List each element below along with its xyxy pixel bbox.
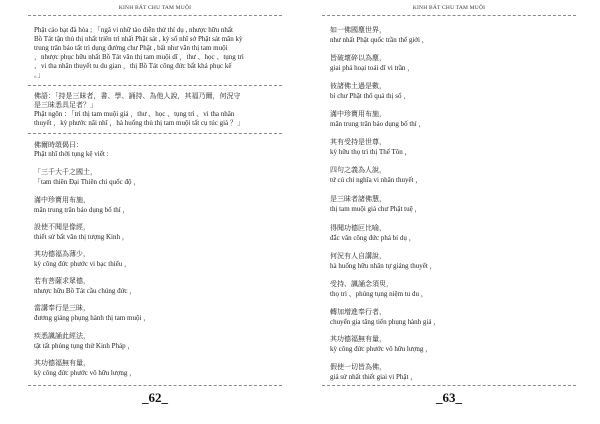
left-page bbox=[28, 0, 282, 424]
verse-chinese: 滿中珍寶用布施， bbox=[34, 196, 90, 204]
verse-vietnamese: thiết sử bất văn thị tượng Kinh ， bbox=[34, 233, 129, 241]
verse-chinese: 疾悉諷誦此經法， bbox=[34, 332, 90, 340]
verse-chinese: 其有受持是世尊， bbox=[330, 138, 386, 146]
page-number: _62_ bbox=[142, 390, 168, 405]
section-separator bbox=[28, 85, 282, 86]
running-header: KINH BÁT CHU TAM MUỘI bbox=[118, 5, 192, 11]
verse-vietnamese: kỳ công đức phước vi bạc thiểu ， bbox=[34, 260, 132, 268]
prose-line: 、vi tha nhân thuyết tu du gian ，thị Bồ Tát công đức bất khả phục kế bbox=[34, 62, 232, 70]
verse-chinese: 轉加增進奉行者， bbox=[330, 308, 386, 316]
verse-vietnamese: tật tất phúng tụng thử Kinh Pháp ， bbox=[34, 342, 135, 350]
verse-vietnamese: thị tam muội giả chư Phật tuệ ， bbox=[330, 205, 422, 213]
verse-vietnamese: hà huống hữu nhân tự giảng thuyết ， bbox=[330, 262, 437, 270]
page-number: _63_ bbox=[436, 390, 462, 405]
section-separator bbox=[28, 133, 282, 134]
verse-vietnamese: thọ trì 、phúng tụng niệm tu du ， bbox=[330, 290, 428, 298]
verse-vietnamese: 「tam thiên Đại Thiên chi quốc độ ， bbox=[34, 178, 141, 186]
prose-line-vietnamese: Phật ngôn ：「trì thị tam muội giả ，thư 、học 、tụng trì 、vi tha nhân bbox=[34, 110, 235, 118]
prose-line: ，nhược phục hữu nhất Bồ Tát văn thị tam muội dĩ ，thư 、học 、tụng trì bbox=[34, 53, 244, 61]
verse-vietnamese: nhược hữu Bồ Tát cầu chúng đức ， bbox=[34, 287, 137, 295]
verse-vietnamese: bỉ chư Phật thổ quá thị số ， bbox=[330, 92, 411, 100]
verse-vietnamese: kỳ công đức phước vô hữu lượng ， bbox=[330, 345, 433, 353]
verse-vietnamese: đương giảng phụng hành thị tam muội ， bbox=[34, 314, 151, 322]
verse-intro-vietnamese: Phật nhĩ thời tụng kệ viết : bbox=[34, 150, 109, 158]
footer-rule bbox=[28, 385, 282, 386]
prose-line: trung trân bảo tất trì dụng đường chư Phật , bất như văn thị tam muội bbox=[34, 44, 228, 52]
verse-chinese: 當講奉行是三昧， bbox=[34, 304, 90, 312]
verse-vietnamese: mãn trung trân bảo dụng bố thí ， bbox=[34, 206, 130, 214]
verse-chinese: 其功德福為薄少， bbox=[34, 250, 90, 258]
prose-line-chinese: 是三昧悉具足者？」 bbox=[34, 101, 97, 109]
header-rule bbox=[28, 15, 282, 16]
verse-vietnamese: chuyển gia tăng tiến phụng hành giả ， bbox=[330, 318, 441, 326]
verse-chinese: 如一佛國塵世界， bbox=[330, 26, 386, 34]
verse-chinese: 受持、諷誦念須臾， bbox=[330, 280, 393, 288]
footer-rule bbox=[322, 385, 576, 386]
verse-chinese: 滿中珍寶用布施， bbox=[330, 110, 386, 118]
verse-vietnamese: mãn trung trân bảo dụng bố thí ， bbox=[330, 120, 426, 128]
verse-chinese: 其功德福無有量， bbox=[330, 335, 386, 343]
verse-chinese: 是三昧者諸佛慧， bbox=[330, 195, 386, 203]
verse-chinese: 若有菩薩求眾德， bbox=[34, 277, 90, 285]
verse-vietnamese: giả sử nhất thiết giai vi Phật ， bbox=[330, 373, 418, 381]
verse-chinese: 假使一切皆為佛， bbox=[330, 363, 386, 371]
verse-chinese: 彼諸佛土過是數， bbox=[330, 82, 386, 90]
verse-chinese: 四句之義為人說， bbox=[330, 166, 386, 174]
verse-intro-chinese: 佛爾時頌偈曰： bbox=[34, 141, 83, 149]
prose-line-chinese: 佛語：「持是三昧者，書、學、誦持、為他人說，其福乃爾，何況守 bbox=[34, 92, 241, 100]
verse-chinese: 其功德福無有量， bbox=[34, 359, 90, 367]
verse-chinese: 「三千大千之國土， bbox=[34, 168, 97, 176]
prose-line: Phật cáo bạt đà hòa ; 「ngã vi nhữ tào diễn thử thí dụ , nhược hữu nhất bbox=[34, 26, 233, 34]
verse-vietnamese: như nhất Phật quốc trần thế giới ， bbox=[330, 36, 429, 44]
header-rule bbox=[322, 15, 576, 16]
verse-vietnamese: giai phá hoại toái dĩ vi trần ， bbox=[330, 64, 415, 72]
right-page bbox=[322, 0, 576, 424]
verse-vietnamese: kỳ công đức phước vô hữu lượng ， bbox=[34, 369, 137, 377]
verse-chinese: 何況有人自講說， bbox=[330, 252, 386, 260]
verse-chinese: 皆破壞碎以為塵， bbox=[330, 54, 386, 62]
prose-line: Bồ Tát tận thủ thị nhất triên trì nhất Phật sát , kỳ số nhĩ sở Phật sát mãn kỳ bbox=[34, 35, 243, 43]
verse-vietnamese: kỳ hữu thọ trì thị Thế Tôn ， bbox=[330, 148, 412, 156]
prose-line: 。」 bbox=[34, 71, 45, 79]
verse-vietnamese: đắc văn công đức phả bỉ dụ ， bbox=[330, 234, 416, 242]
verse-vietnamese: tứ cú chi nghĩa vi nhân thuyết ， bbox=[330, 176, 423, 184]
verse-chinese: 設使不聞是像經， bbox=[34, 223, 90, 231]
running-header: KINH BÁT CHU TAM MUỘI bbox=[412, 5, 486, 11]
prose-line-vietnamese: thuyết ，kỳ phước nãi nhĩ ，hà huống thủ thị tam muội tất cụ túc giả ？」 bbox=[34, 119, 244, 127]
verse-chinese: 得聞功德叵比喻， bbox=[330, 224, 386, 232]
